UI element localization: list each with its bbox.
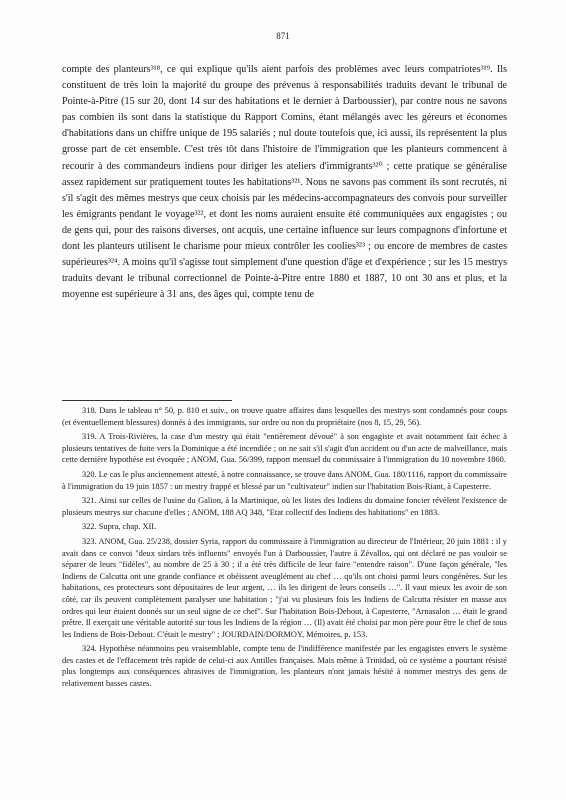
body-paragraph (62, 62, 507, 303)
footnote-318: 318. Dans le tableau n° 50, p. 810 et suiv., on trouve quatre affaires dans lesquelles des mestrys sont condamnés pour coups (et éventuellement blessures) donnés à des immigrants, sur ordre ou non du propriétaire (nos 8, 15, 29, 56). (62, 406, 507, 427)
footnote-separator (62, 400, 232, 401)
footnotes (62, 405, 507, 693)
footnote-321: 321. Ainsi sur celles de l'usine du Galion, à la Martinique, où les listes des Indiens du domaine foncier révèlent l'existence de plusieurs mestrys sur chacune d'elles ; ANOM, 188 AQ 348, "Etat collectif des Indiens des habitations" en 1883. (62, 496, 507, 517)
footnote-322: 322. Supra, chap. XII. (82, 522, 157, 532)
footnote-320: 320. Le cas le plus anciennement attesté, à notre connaissance, se trouve dans ANOM, Gua. 180/1116, rapport du commissaire à l'immigration du 19 juin 1857 : un mestry frappé et blessé par un "cultivateur" indien sur l'habitation Bois-Riant, à Capesterre. (62, 469, 507, 491)
footnote-323: 323. ANOM, Gua. 25/238, dossier Syria, rapport du commissaire à l'immigration au directeur de l'Intérieur, 20 juin 1881 : il y avait dans ce convoi "deux sirdars très influents" envoyés l'un à Darboussier, l'autre à Zévallos, qui ont déclaré ne pas vouloir se séparer de leurs "fidèles", au nombre de 25 à 30 ; il a été très difficile de leur faire "entendre raison". D'une façon générale, "les Indiens de Calcutta ont une grande confiance et obéissent aveuglément au chef … qu'ils ont choisi parmi leurs congénères. Sur les habitations, ces protecteurs sont dépositaires de leur argent, … ils les dirigent de leurs conseils …". Il vaut mieux les avoir de son côté, car ils peuvent complètement paralyser une habitation ; "j'ai vu plusieurs fois les Indiens de Calcutta résister en masse aux ordres qui leur étaient donnés sur un seul signe de ce chef". Sur l'habitation Bois-Debout, à Capesterre, "Arnasalon … était le grand prêtre. Il exerçait une véritable autorité sur tous les Indiens de la région … (Il) avait été choisi par mon père pour être le chef de tous les Indiens de Bois-Debout. C'était le mestry" ; JOURDAIN/DORMOY, Mémoires, p. 153. (62, 536, 507, 639)
footnote-324: 324. Hypothèse néanmoins peu vraisemblable, compte tenu de l'indifférence manifestée par les engagistes envers le système des castes et de l'effacement très rapide de celui-ci aux Antilles françaises. Mais même à Trinidad, où ce système a pourtant résisté plus longtemps aux conséquences abrasives de l'immigration, les planteurs n'ont jamais hésité à nommer mestrys des gens de relativement basses castes. (62, 644, 507, 689)
body-paragraph-text: compte des planteurs³¹⁸, ce qui explique qu'ils aient parfois des problèmes avec leurs compatriotes³¹⁹. Ils constituent de très loin la majorité du groupe des prévenus à responsabilités traduits devant le tribunal de Pointe-à-Pitre (15 sur 20, dont 14 sur des habitations et le dernier à Darboussier), par contre nous ne savons pas combien ils sont dans la statistique du Rapport Comins, étant mélangés avec les géreurs et économes d'habitations dans un chiffre unique de 195 salariés ; nul doute toutefois que, ici aussi, ils représentent la plus grosse part de cet ensemble. C'est très tôt dans l'histoire de l'immigration que les planteurs commencent à recourir à des commandeurs indiens pour diriger les ateliers d'immigrants³²⁰ ; cette pratique se généralise assez rapidement sur pratiquement toutes les habitations³²¹. Nous ne savons pas comment ils sont recrutés, ni s'il s'agit des mêmes mestrys que ceux choisis par les médecins-accompagnateurs des convois pour surveiller les émigrants pendant le voyage³²², et dont les noms auraient ensuite été communiquées aux engagistes ; ou de gens qui, pour des raisons diverses, ont acquis, une certaine influence sur leurs compagnons d'infortune et dont les planteurs utilisent le charisme pour mieux contrôler les coolies³²³ ; ou encore de membres de castes supérieures³²⁴. A moins qu'il s'agisse tout simplement d'une question d'âge et d'expérience ; sur les 15 mestrys traduits devant le tribunal correctionnel de Pointe-à-Pitre entre 1880 et 1887, 10 ont 30 ans et plus, et la moyenne est supérieure à 31 ans, des âges qui, compte tenu de (62, 64, 507, 301)
footnote-319: 319. A Trois-Rivières, la case d'un mestry qui était "entièrement dévoué" à son engagiste et avait notamment fait échec à plusieurs tentatives de fuite vers la Dominique a été incendiée ; on ne sait s'il s'agit d'un accident ou d'un acte de malveillance, mais cette dernière hypothèse est évoquée ; ANOM, Gua. 56/399, rapport mensuel du commissaire à l'immigration du 10 novembre 1860. (62, 432, 507, 465)
page-number: 871 (276, 31, 290, 41)
